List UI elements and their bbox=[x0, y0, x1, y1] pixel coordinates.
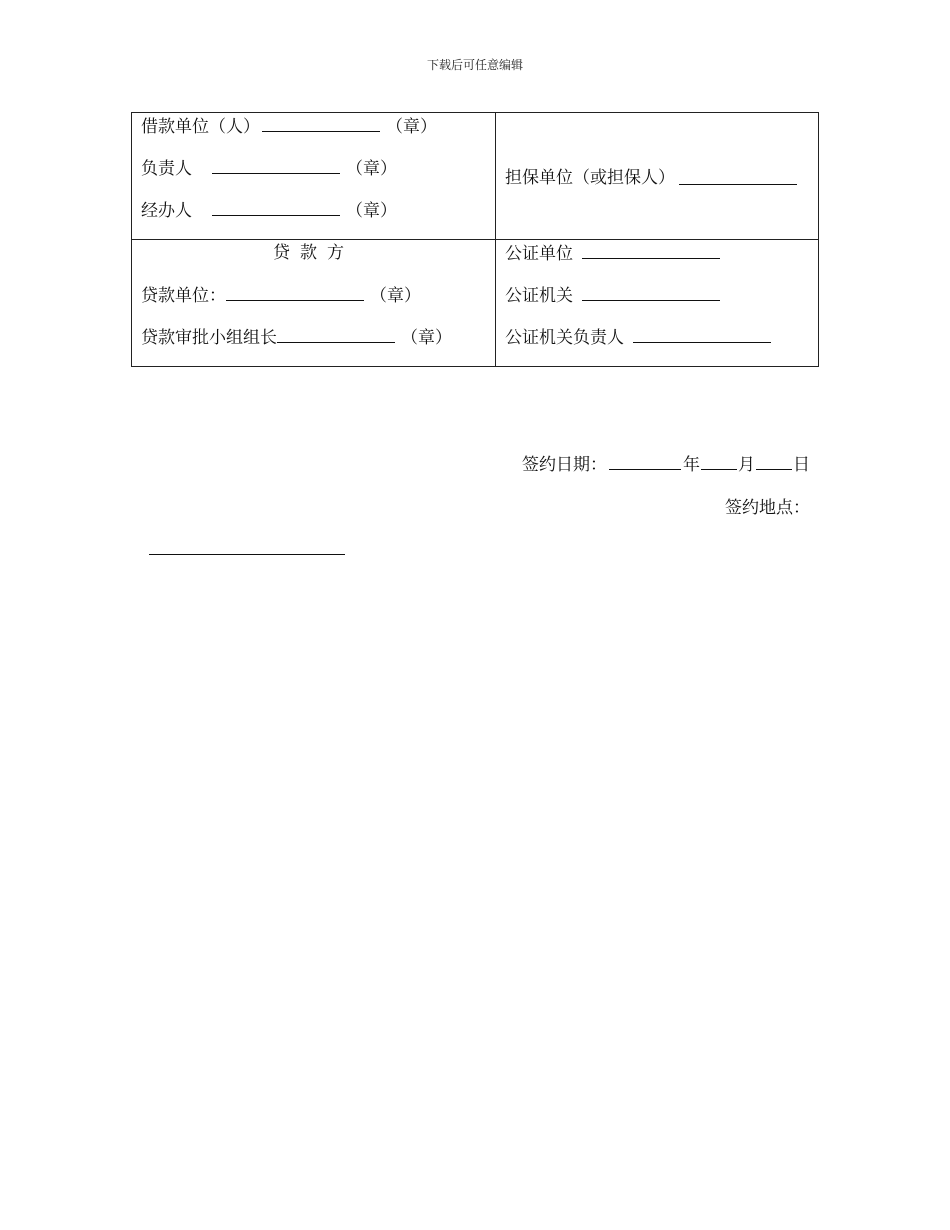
borrower-unit-label: 借款单位（人） bbox=[141, 117, 260, 137]
lender-leader-blank[interactable] bbox=[277, 324, 395, 343]
signing-year-label: 年 bbox=[683, 455, 700, 475]
borrower-responsible-blank[interactable] bbox=[212, 155, 340, 174]
lender-title: 贷款方 bbox=[273, 243, 354, 263]
signing-place-row bbox=[725, 493, 810, 518]
signing-year-blank[interactable] bbox=[609, 451, 681, 470]
borrower-handler-blank[interactable] bbox=[212, 197, 340, 216]
guarantor-label: 担保单位（或担保人） bbox=[505, 168, 675, 188]
notary-unit-blank[interactable] bbox=[582, 240, 720, 259]
notary-principal-blank[interactable] bbox=[633, 324, 771, 343]
lender-leader-seal: （章） bbox=[401, 328, 452, 348]
signing-date-row bbox=[522, 450, 810, 475]
signature-table bbox=[131, 112, 819, 367]
lender-cell bbox=[132, 240, 496, 367]
signing-month-label: 月 bbox=[738, 455, 755, 475]
lender-leader-row bbox=[132, 324, 495, 366]
borrower-cell bbox=[132, 113, 496, 240]
notary-office-label: 公证机关 bbox=[505, 286, 573, 306]
borrower-handler-row bbox=[132, 197, 495, 239]
page-header-note: 下载后可任意编辑 bbox=[426, 58, 523, 72]
notary-principal-row bbox=[496, 324, 818, 366]
borrower-responsible-seal: （章） bbox=[346, 159, 397, 179]
notary-principal-label: 公证机关负责人 bbox=[505, 328, 624, 348]
notary-unit-label: 公证单位 bbox=[505, 244, 573, 264]
lender-leader-label: 贷款审批小组组长 bbox=[141, 328, 277, 348]
notary-cell bbox=[496, 240, 819, 367]
borrower-unit-blank[interactable] bbox=[262, 113, 380, 132]
signing-place-label: 签约地点： bbox=[725, 498, 810, 518]
bottom-rule bbox=[149, 554, 345, 555]
signing-date-label: 签约日期： bbox=[522, 455, 607, 475]
borrower-handler-label: 经办人 bbox=[141, 201, 192, 221]
signing-day-blank[interactable] bbox=[756, 451, 792, 470]
signing-month-blank[interactable] bbox=[701, 451, 737, 470]
borrower-responsible-row bbox=[132, 155, 495, 197]
lender-unit-seal: （章） bbox=[370, 286, 421, 306]
lender-unit-blank[interactable] bbox=[226, 282, 364, 301]
notary-office-blank[interactable] bbox=[582, 282, 720, 301]
borrower-unit-row bbox=[132, 113, 495, 155]
borrower-responsible-label: 负责人 bbox=[141, 159, 192, 179]
guarantor-row bbox=[496, 113, 818, 238]
notary-office-row bbox=[496, 282, 818, 324]
lender-unit-label: 贷款单位： bbox=[141, 286, 226, 306]
borrower-handler-seal: （章） bbox=[346, 201, 397, 221]
guarantor-cell bbox=[496, 113, 819, 240]
lender-unit-row bbox=[132, 282, 495, 324]
borrower-unit-seal: （章） bbox=[386, 117, 437, 137]
guarantor-blank[interactable] bbox=[679, 166, 797, 185]
notary-unit-row bbox=[496, 240, 818, 282]
signing-day-label: 日 bbox=[793, 455, 810, 475]
